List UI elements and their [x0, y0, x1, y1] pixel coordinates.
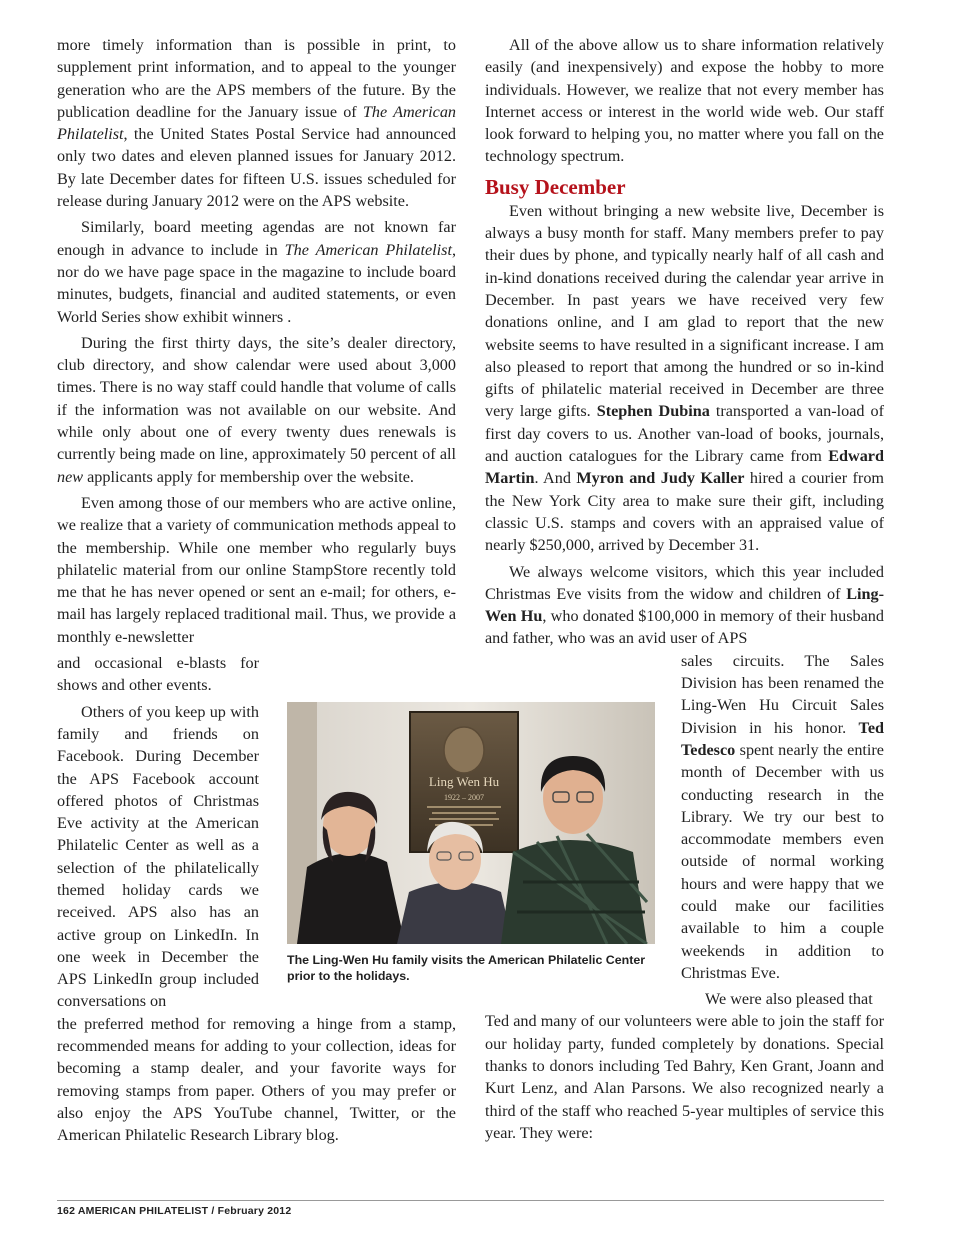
magazine-title: The American Philatelist — [57, 102, 457, 144]
text-run: and occasional e-blasts for shows and other events. — [57, 654, 259, 695]
right-paragraph-4 — [681, 988, 884, 1010]
left-paragraph-4-end — [57, 652, 259, 697]
left-wrap-text — [57, 652, 259, 1013]
text-run: the preferred method for removing a hinge from a stamp, recommended means for adding to your collection, ideas for becoming a stamp dealer, and your favorite ways for removing stamps from paper. Others of you may prefer or also enjoy the APS YouTube channel, Twitter, or the American Philatelic Research Library blog. — [57, 1014, 456, 1145]
text-run: We always welcome visitors, which this year included Christmas Eve visits from the widow and children of — [485, 562, 884, 603]
text-run: During the first thirty days, the site’s dealer directory, club directory, and show calendar were used about 3,000 times. There is no way staff could handle that volume of calls if the information was not available on our website. And while only about one of every twenty dues renewals is currently being made on line, approximately 50 percent of all — [57, 333, 456, 464]
donor-name: Stephen Dubina — [596, 402, 710, 421]
emphasis: new — [57, 467, 84, 486]
plaque-name: Ling Wen Hu — [428, 774, 500, 789]
right-paragraph-3 — [485, 561, 884, 650]
left-paragraph-5-end — [57, 1013, 456, 1147]
family-photo — [287, 702, 655, 944]
footer-rule — [57, 1200, 884, 1201]
right-paragraph-4-end — [485, 1010, 884, 1144]
text-run: , the United States Postal Service had announced only two dates and eleven planned issues for January 2012. By late December dates for fifteen U.S. issues scheduled for release during January 2012 were on the APS website. — [57, 125, 456, 211]
section-heading: Busy December — [485, 174, 626, 199]
text-run: sales circuits. The Sales Division has been renamed the Ling-Wen Hu Circuit Sales Division in his honor. — [681, 651, 884, 737]
plaque-portrait-icon — [444, 727, 484, 773]
donor-name: Ling-Wen Hu — [485, 584, 885, 626]
right-paragraph-2 — [485, 200, 884, 557]
right-paragraph-3-end — [681, 650, 884, 984]
text-run: , who donated $100,000 in memory of their husband and father, who was an avid user of APS — [485, 607, 884, 648]
magazine-title: The American Philatelist — [284, 240, 452, 259]
left-paragraph-3 — [57, 332, 456, 488]
left-paragraph-2 — [57, 216, 456, 327]
text-run: Others of you keep up with family and friends on Facebook. During December the APS Facebook account offered photos of Christmas Eve activity at the American Philatelic Center as well as a selection of the philatelically themed holiday cards we received. APS also has an active group on LinkedIn. In one week in December the APS LinkedIn group included conversations on — [57, 702, 259, 1011]
text-run: applicants apply for membership over the website. — [87, 467, 414, 486]
photo-caption: The Ling-Wen Hu family visits the American Philatelic Center prior to the holidays. — [287, 953, 646, 983]
text-run: hired a courier from the New York City area to make sure their gift, including classic U.S. stamps and covers with an appraised value of nearly $250,000, arrived by December 31. — [485, 469, 885, 555]
text-run: Even without bringing a new website live, December is always a busy month for staff. Many members prefer to pay their dues by phone, and typically nearly half of all cash and in-kind donations received during the calendar year arrive in December. In past years we have received very few donations online, and I am glad to report that the new website seems to have resulted in a significant increase. I am also pleased to report that among the hundred or so in-kind gifts of philatelic material received in December are three very large gifts. — [485, 201, 884, 421]
text-run: Ted and many of our volunteers were able to join the staff for our holiday party, funded completely by donations. Special thanks to donors including Ted Bahry, Ken Grant, Joann and Kurt Lenz, and Alan Parsons. We also recognized nearly a third of the staff who reached 5-year multiples of service this year. They were: — [485, 1012, 884, 1142]
page-footer: 162 AMERICAN PHILATELIST / February 2012 — [57, 1205, 292, 1217]
text-run: more timely information than is possible in print, to supplement print information, and to appeal to the younger generation who are the APS members of the future. By the publication deadline for the January issue of — [57, 36, 456, 121]
right-wrap-text — [681, 650, 884, 1011]
visitor-name: Ted Tedesco — [681, 718, 885, 759]
text-run: . And — [534, 469, 571, 488]
donor-name: Edward Martin — [485, 447, 884, 488]
family-photo-illustration — [287, 702, 655, 944]
right-paragraph-1 — [485, 34, 884, 168]
left-paragraph-5 — [57, 701, 259, 1013]
plaque-years: 1922 – 2007 — [444, 793, 484, 802]
text-run: transported a van-load of first day covers to us. Another van-load of books, journals, and auction catalogues for the Library came from — [485, 402, 885, 466]
left-paragraph-4 — [57, 492, 456, 648]
donor-name: Myron and Judy Kaller — [576, 469, 745, 488]
left-paragraph-1 — [57, 34, 456, 212]
text-run: Even among those of our members who are active online, we realize that a variety of communication methods appeal to the membership. While one member who regularly buys philatelic material from our online StampStore recently told me that he has never opened or sent an e-mail; for others, e-mail has largely replaced traditional mail. Thus, we provide a monthly e-newsletter — [57, 493, 456, 646]
text-run: , nor do we have page space in the magazine to include board minutes, budgets, financial and audited statements, or even World Series show exhibit winners . — [57, 240, 457, 326]
text-run: Similarly, board meeting agendas are not known far enough in advance to include in — [57, 218, 456, 259]
text-run: All of the above allow us to share information relatively easily (and inexpensively) and expose the hobby to more individuals. However, we realize that not every member has Internet access or interest in the world wide web. Our staff look forward to helping you, no matter where you fall on the technology spectrum. — [485, 36, 884, 166]
text-run: We were also pleased that — [705, 990, 873, 1009]
text-run: spent nearly the entire month of December with us conducting research in the Library. We try our best to accommodate members even outside of normal working hours and were happy that we could make our facilities available to him a couple weekends in addition to Christmas Eve. — [681, 740, 884, 982]
